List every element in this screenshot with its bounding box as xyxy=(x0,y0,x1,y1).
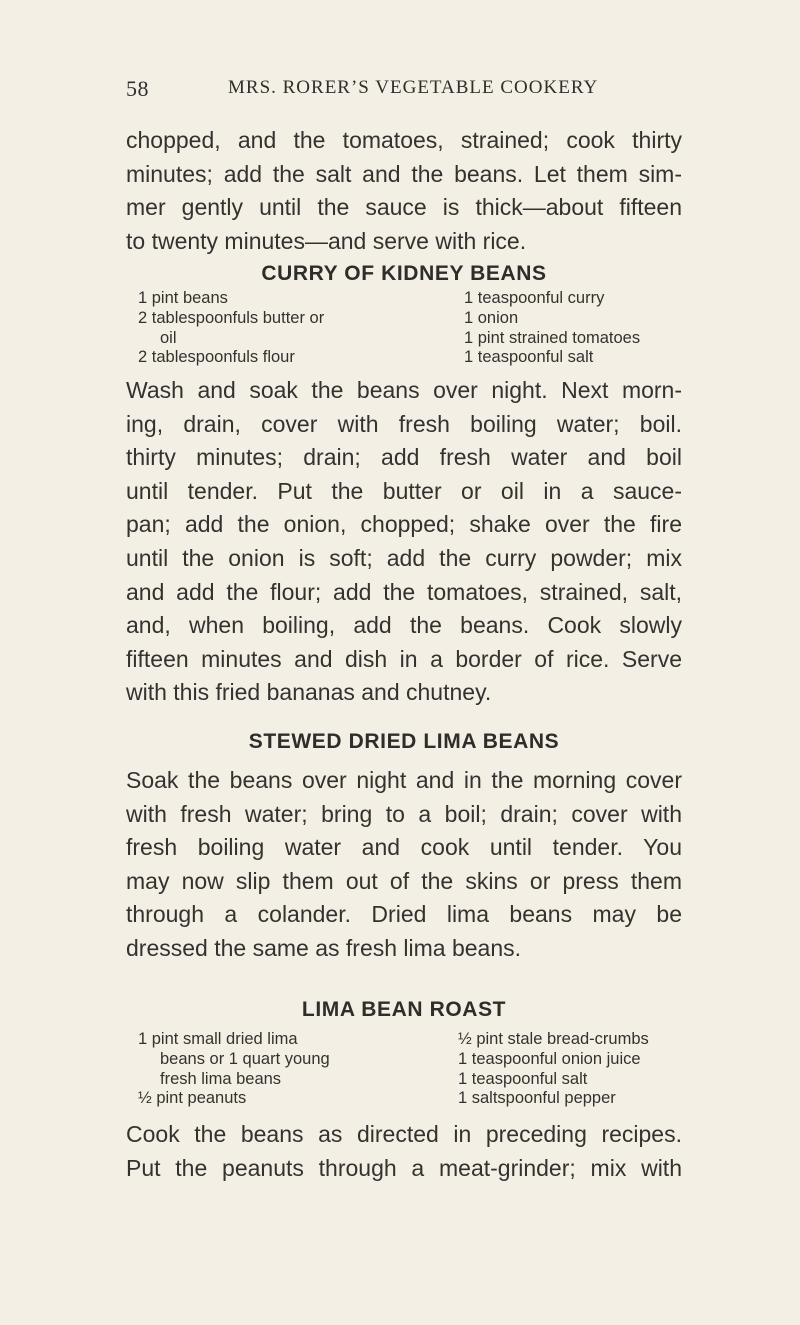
text-line: until the onion is soft; add the curry powder; mix xyxy=(126,544,682,571)
page-number: 58 xyxy=(126,76,149,101)
running-head: MRS. RORER’S VEGETABLE COOKERY xyxy=(228,77,599,98)
ingredient-item: oil xyxy=(160,328,177,347)
text-line: and add the flour; add the tomatoes, strained, salt, xyxy=(126,578,682,605)
text-line: Cook the beans as directed in preceding recipes. xyxy=(126,1121,682,1147)
text-line: fresh boiling water and cook until tender. You xyxy=(126,834,682,861)
recipe-title-stewed: STEWED DRIED LIMA BEANS xyxy=(248,730,560,753)
ingredient-item: ½ pint stale bread-crumbs xyxy=(458,1030,649,1048)
text-line: and, when boiling, add the beans. Cook slowly xyxy=(126,612,682,639)
text-line: with fresh water; bring to a boil; drain; cover with xyxy=(126,800,682,827)
ingredient-item: 1 teaspoonful curry xyxy=(464,289,605,307)
recipe-title-roast: LIMA BEAN ROAST xyxy=(301,998,507,1021)
text-line: Wash and soak the beans over night. Next morn- xyxy=(126,377,682,403)
text-line: chopped, and the tomatoes, strained; cook thirty xyxy=(126,127,682,153)
text-line: mer gently until the sauce is thick—about fifteen xyxy=(126,194,682,221)
ingredient-item: 1 teaspoonful salt xyxy=(458,1069,588,1088)
text-line: Put the peanuts through a meat-grinder; mix with xyxy=(126,1154,682,1181)
ingredient-item: 1 pint small dried lima xyxy=(138,1030,298,1048)
paragraph-curry-method xyxy=(126,374,682,710)
ingredient-column-right xyxy=(458,1030,698,1109)
text-line: through a colander. Dried lima beans may be xyxy=(126,901,682,928)
ingredient-item: 2 tablespoonfuls butter or xyxy=(138,308,325,327)
text-line: dressed the same as fresh lima beans. xyxy=(126,934,522,961)
ingredient-item: 1 pint strained tomatoes xyxy=(464,328,641,347)
ingredient-item: 2 tablespoonfuls flour xyxy=(138,348,295,367)
paragraph-stewed-method xyxy=(126,764,682,966)
ingredient-item: 1 onion xyxy=(464,308,519,327)
text-line: until tender. Put the butter or oil in a sauce- xyxy=(126,477,682,504)
text-line: with this fried bananas and chutney. xyxy=(126,679,492,706)
paragraph-continued xyxy=(126,124,682,258)
text-line: fifteen minutes and dish in a border of rice. Serve xyxy=(126,645,682,672)
ingredient-column-left xyxy=(138,1030,408,1109)
text-line: Soak the beans over night and in the morning cover xyxy=(126,767,682,793)
ingredient-column-right xyxy=(464,289,704,368)
ingredient-column-left xyxy=(138,289,408,368)
ingredient-item: ½ pint peanuts xyxy=(138,1089,247,1108)
ingredient-item: 1 teaspoonful onion juice xyxy=(458,1049,641,1068)
ingredient-item: 1 saltspoonful pepper xyxy=(458,1089,616,1108)
ingredient-item: fresh lima beans xyxy=(160,1069,282,1088)
text-line: ing, drain, cover with fresh boiling water; boil. xyxy=(126,410,682,437)
text-line: thirty minutes; drain; add fresh water and boil xyxy=(126,444,682,471)
text-line: pan; add the onion, chopped; shake over the fire xyxy=(126,511,682,538)
ingredient-item: beans or 1 quart young xyxy=(160,1049,330,1068)
paragraph-roast-method xyxy=(126,1118,682,1185)
ingredient-item: 1 pint beans xyxy=(138,289,228,307)
text-line: may now slip them out of the skins or press them xyxy=(126,867,682,894)
recipe-title-curry: CURRY OF KIDNEY BEANS xyxy=(261,262,547,285)
page-header xyxy=(126,76,686,102)
text-line: to twenty minutes—and serve with rice. xyxy=(126,227,527,254)
text-line: minutes; add the salt and the beans. Let them sim- xyxy=(126,160,682,187)
ingredient-item: 1 teaspoonful salt xyxy=(464,348,594,367)
